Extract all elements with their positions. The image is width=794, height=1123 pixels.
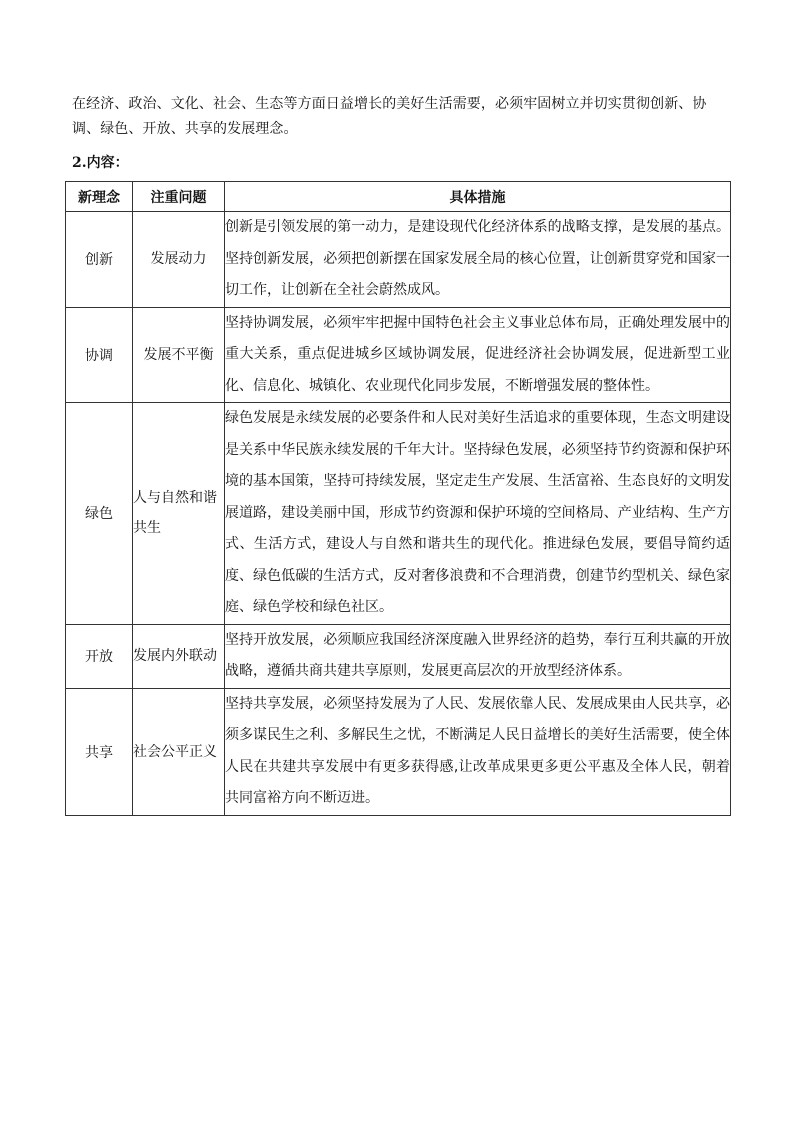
measures-cell: 坚持开放发展，必须顺应我国经济深度融入世界经济的趋势，奉行互利共赢的开放战略，遵循共商共建共享原则，发展更高层次的开放型经济体系。 [225, 624, 731, 688]
focus-cell: 人与自然和谐共生 [133, 403, 225, 625]
focus-cell: 发展不平衡 [133, 307, 225, 403]
focus-cell: 发展内外联动 [133, 624, 225, 688]
concept-cell: 共享 [66, 688, 133, 815]
table-row [66, 212, 731, 308]
concept-cell: 开放 [66, 624, 133, 688]
measures-cell: 创新是引领发展的第一动力，是建设现代化经济体系的战略支撑，是发展的基点。坚持创新发展，必须把创新摆在国家发展全局的核心位置，让创新贯穿党和国家一切工作，让创新在全社会蔚然成风。 [225, 212, 731, 308]
table-row [66, 403, 731, 625]
header-focus: 注重问题 [133, 182, 225, 212]
table-row [66, 688, 731, 815]
focus-cell: 发展动力 [133, 212, 225, 308]
table-row [66, 307, 731, 403]
table-row [66, 624, 731, 688]
intro-paragraph: 在经济、政治、文化、社会、生态等方面日益增长的美好生活需要，必须牢固树立并切实贯彻创新、协调、绿色、开放、共享的发展理念。 [72, 96, 707, 137]
development-concepts-table [65, 181, 731, 816]
concept-cell: 绿色 [66, 403, 133, 625]
focus-cell: 社会公平正义 [133, 688, 225, 815]
measures-cell: 坚持共享发展，必须坚持发展为了人民、发展依靠人民、发展成果由人民共享，必须多谋民生之利、多解民生之忧，不断满足人民日益增长的美好生活需要，使全体人民在共建共享发展中有更多获得感,让改革成果更多更公平惠及全体人民，朝着共同富裕方向不断迈进。 [225, 688, 731, 815]
header-concept: 新理念 [66, 182, 133, 212]
concept-cell: 协调 [66, 307, 133, 403]
header-measures: 具体措施 [225, 182, 731, 212]
concept-cell: 创新 [66, 212, 133, 308]
section-heading: 2.内容： [72, 155, 129, 171]
measures-cell: 坚持协调发展，必须牢牢把握中国特色社会主义事业总体布局，正确处理发展中的重大关系，重点促进城乡区域协调发展，促进经济社会协调发展，促进新型工业化、信息化、城镇化、农业现代化同步发展，不断增强发展的整体性。 [225, 307, 731, 403]
measures-cell: 绿色发展是永续发展的必要条件和人民对美好生活追求的重要体现，生态文明建设是关系中华民族永续发展的千年大计。坚持绿色发展，必须坚持节约资源和保护环境的基本国策，坚持可持续发展，坚定走生产发展、生活富裕、生态良好的文明发展道路，建设美丽中国，形成节约资源和保护环境的空间格局、产业结构、生产方式、生活方式，建设人与自然和谐共生的现代化。推进绿色发展，要倡导简约适度、绿色低碳的生活方式，反对奢侈浪费和不合理消费，创建节约型机关、绿色家庭、绿色学校和绿色社区。 [225, 403, 731, 625]
table-header-row [66, 182, 731, 212]
